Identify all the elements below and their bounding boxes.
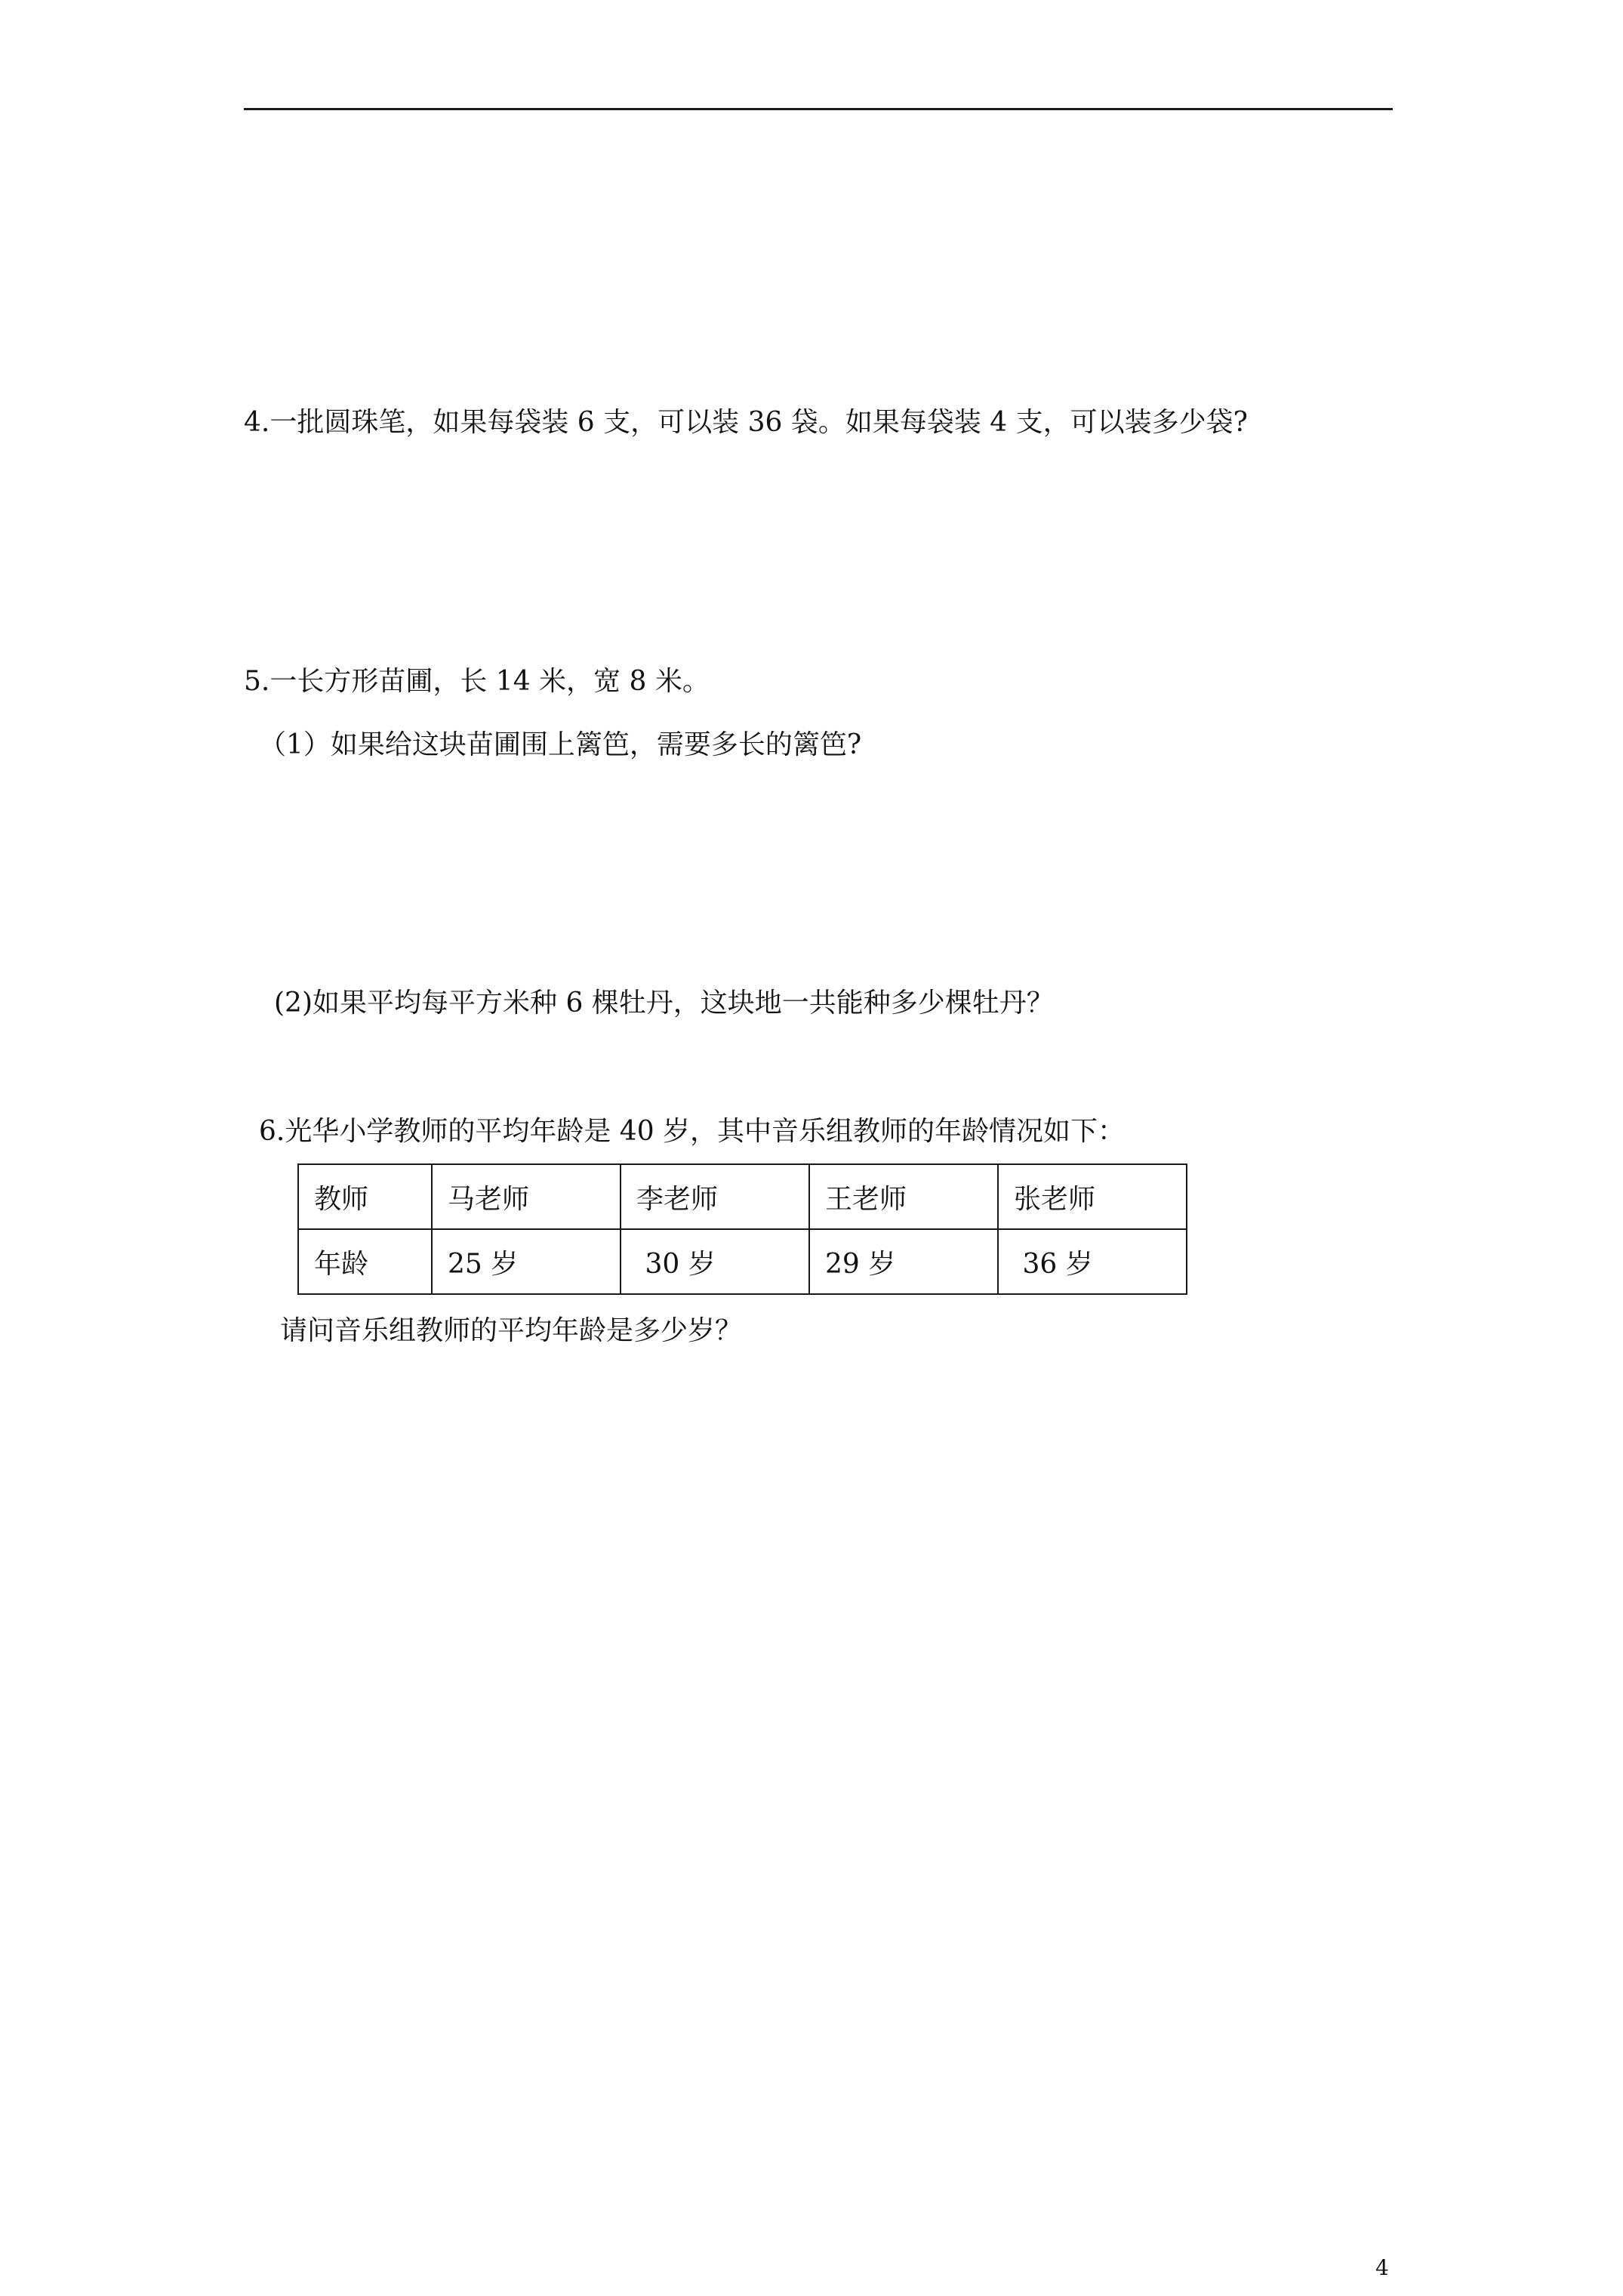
table-cell-age-label: 年龄	[298, 1229, 432, 1294]
table-cell-teacher-ma: 马老师	[432, 1164, 621, 1229]
header-rule	[244, 108, 1393, 110]
table-cell-age-zhang: 36 岁	[998, 1229, 1187, 1294]
table-cell-age-li: 30 岁	[621, 1229, 809, 1294]
question-6-prompt: 请问音乐组教师的平均年龄是多少岁？	[280, 1315, 743, 1346]
table-cell-age-ma: 25 岁	[432, 1229, 621, 1294]
question-5-part-2: (2)如果平均每平方米种 6 棵牡丹，这块地一共能种多少棵牡丹？	[274, 988, 1054, 1019]
question-5-part-1: （1）如果给这块苗圃围上篱笆，需要多长的篱笆?	[259, 729, 862, 760]
table-header-row	[298, 1164, 1187, 1229]
table-cell-teacher-li: 李老师	[621, 1164, 809, 1229]
question-5: 5.一长方形苗圃，长 14 米，宽 8 米。	[244, 666, 710, 697]
teacher-age-table	[297, 1163, 1187, 1295]
question-6: 6.光华小学教师的平均年龄是 40 岁，其中音乐组教师的年龄情况如下：	[259, 1116, 1126, 1147]
table-age-row	[298, 1229, 1187, 1294]
question-4: 4.一批圆珠笔，如果每袋装 6 支，可以装 36 袋。如果每袋装 4 支，可以装多少袋?	[244, 407, 1248, 438]
table-cell-teacher-label: 教师	[298, 1164, 432, 1229]
table-cell-teacher-zhang: 张老师	[998, 1164, 1187, 1229]
page-number: 4	[1375, 2255, 1389, 2280]
table-cell-teacher-wang: 王老师	[809, 1164, 998, 1229]
table-cell-age-wang: 29 岁	[809, 1229, 998, 1294]
